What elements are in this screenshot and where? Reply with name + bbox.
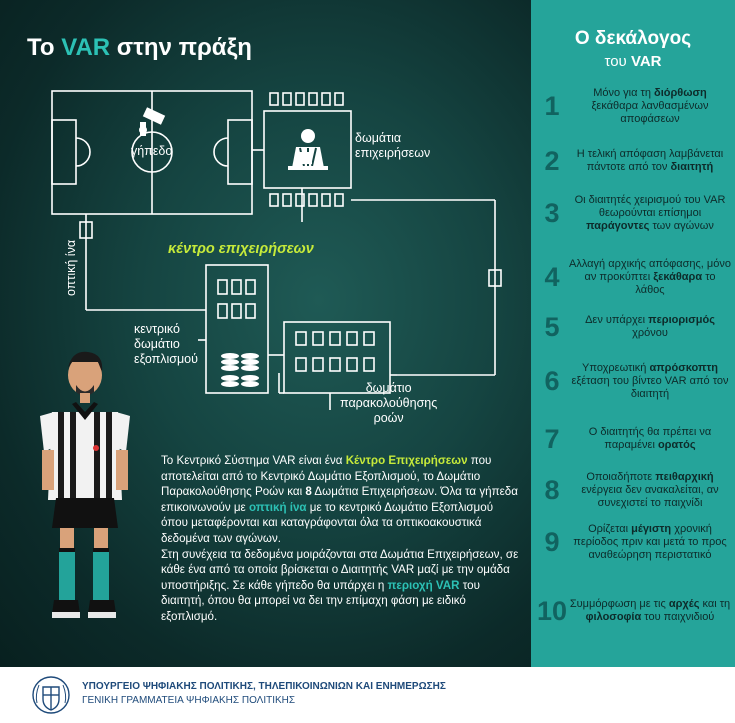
- decalogue-item: 2 Η τελική απόφαση λαμβάνεται πάντοτε από τον διαιτητή: [544, 146, 724, 176]
- operations-center-title: κέντρο επιχειρήσεων: [168, 241, 314, 257]
- decalogue-item: 1 Μόνο για τη διόρθωση ξεκάθαρα λανθασμένων αποφάσεων: [544, 86, 709, 125]
- page-title: Το VAR στην πράξη: [27, 34, 252, 61]
- decalogue-item: 7 Ο διαιτητής θα πρέπει να παραμένει ορατός: [544, 424, 712, 454]
- decalogue-panel: [531, 0, 735, 667]
- secretariat-name: ΓΕΝΙΚΗ ΓΡΑΜΜΑΤΕΙΑ ΨΗΦΙΑΚΗΣ ΠΟΛΙΤΙΚΗΣ: [82, 695, 296, 706]
- ministry-name: ΥΠΟΥΡΓΕΙΟ ΨΗΦΙΑΚΗΣ ΠΟΛΙΤΙΚΗΣ, ΤΗΛΕΠΙΚΟΙΝΩΝΙΩΝ ΚΑΙ ΕΝΗΜΕΡΩΣΗΣ: [82, 681, 446, 692]
- decalogue-item: 8 Οποιαδήποτε πειθαρχική ενέργεια δεν ανακαλείται, αν συνεχιστεί το παιχνίδι: [544, 470, 719, 509]
- decalogue-item: 4 Αλλαγή αρχικής απόφασης, μόνο αν προκύπτει ξεκάθαρα το λάθος: [544, 257, 731, 296]
- referee-figure: [40, 352, 130, 618]
- pitch-label: γήπεδο: [131, 144, 173, 158]
- ops-rooms-label: δωμάτια επιχειρήσεων: [355, 131, 431, 160]
- description-paragraph: Το Κεντρικό Σύστημα VAR είναι ένα Κέντρο Επιχειρήσεων που αποτελείται από το Κεντρικό Δωμάτιο Εξοπλισμού, το Δωμάτιο Παρακολούθησης Ροών και 8 Δωμάτια Επιχειρήσεων. Όλα τα γήπεδα επικοινωνούν με οπτική ίνα με το κεντρικό Δωμάτιο Εξοπλισμού όπου μεταφέρονται και καταγράφονται όλα τα οπτικοακουστικά δεδομένα των αγώνων. Στη συνέχεια τα δεδομένα μοιράζονται στα Δωμάτια Επιχειρήσεων, σε κάθε ένα από τα οποία βρίσκεται ο Διαιτητής VAR μαζί με την ομάδα υποστήριξης. Σε κάθε γήπεδο θα υπάρχει η περιοχή VAR του διαιτητή, όπου θα μπορεί να δει την επίμαχη φάση με ειδικό εξοπλισμό.: [161, 454, 519, 623]
- decalogue-item: 3 Οι διαιτητές χειρισμού του VAR θεωρούνται επίσημοι παράγοντες των αγώνων: [544, 193, 726, 232]
- referee-monitor-icon: [288, 129, 328, 170]
- greek-emblem-icon: [31, 673, 71, 717]
- decalogue-item: 6 Υποχρεωτική απρόσκοπτη εξέταση του βίντεο VAR από τον διαιτητή: [544, 361, 729, 400]
- equipment-room-label: κεντρικό δωμάτιο εξοπλισμού: [134, 322, 198, 366]
- decalogue-item: 5 Δεν υπάρχει περιορισμός χρόνου: [544, 312, 715, 342]
- server-icon: [221, 353, 259, 387]
- decalogue-title: Ο δεκάλογος: [574, 28, 692, 49]
- decalogue-subtitle: του VAR: [604, 53, 662, 70]
- fiber-label: οπτική ίνα: [64, 239, 78, 296]
- monitor-room-label: δωμάτιο παρακολούθησης ροών: [340, 381, 438, 425]
- decalogue-item: 10 Συμμόρφωση με τις αρχές και τη φιλοσοφία του παιχνιδιού: [537, 596, 731, 626]
- equipment-room-building: [206, 265, 268, 393]
- decalogue-item: 9 Ορίζεται μέγιστη χρονική περίοδος πριν και μετά το προς αναθεώρηση περιστατικό: [544, 522, 727, 561]
